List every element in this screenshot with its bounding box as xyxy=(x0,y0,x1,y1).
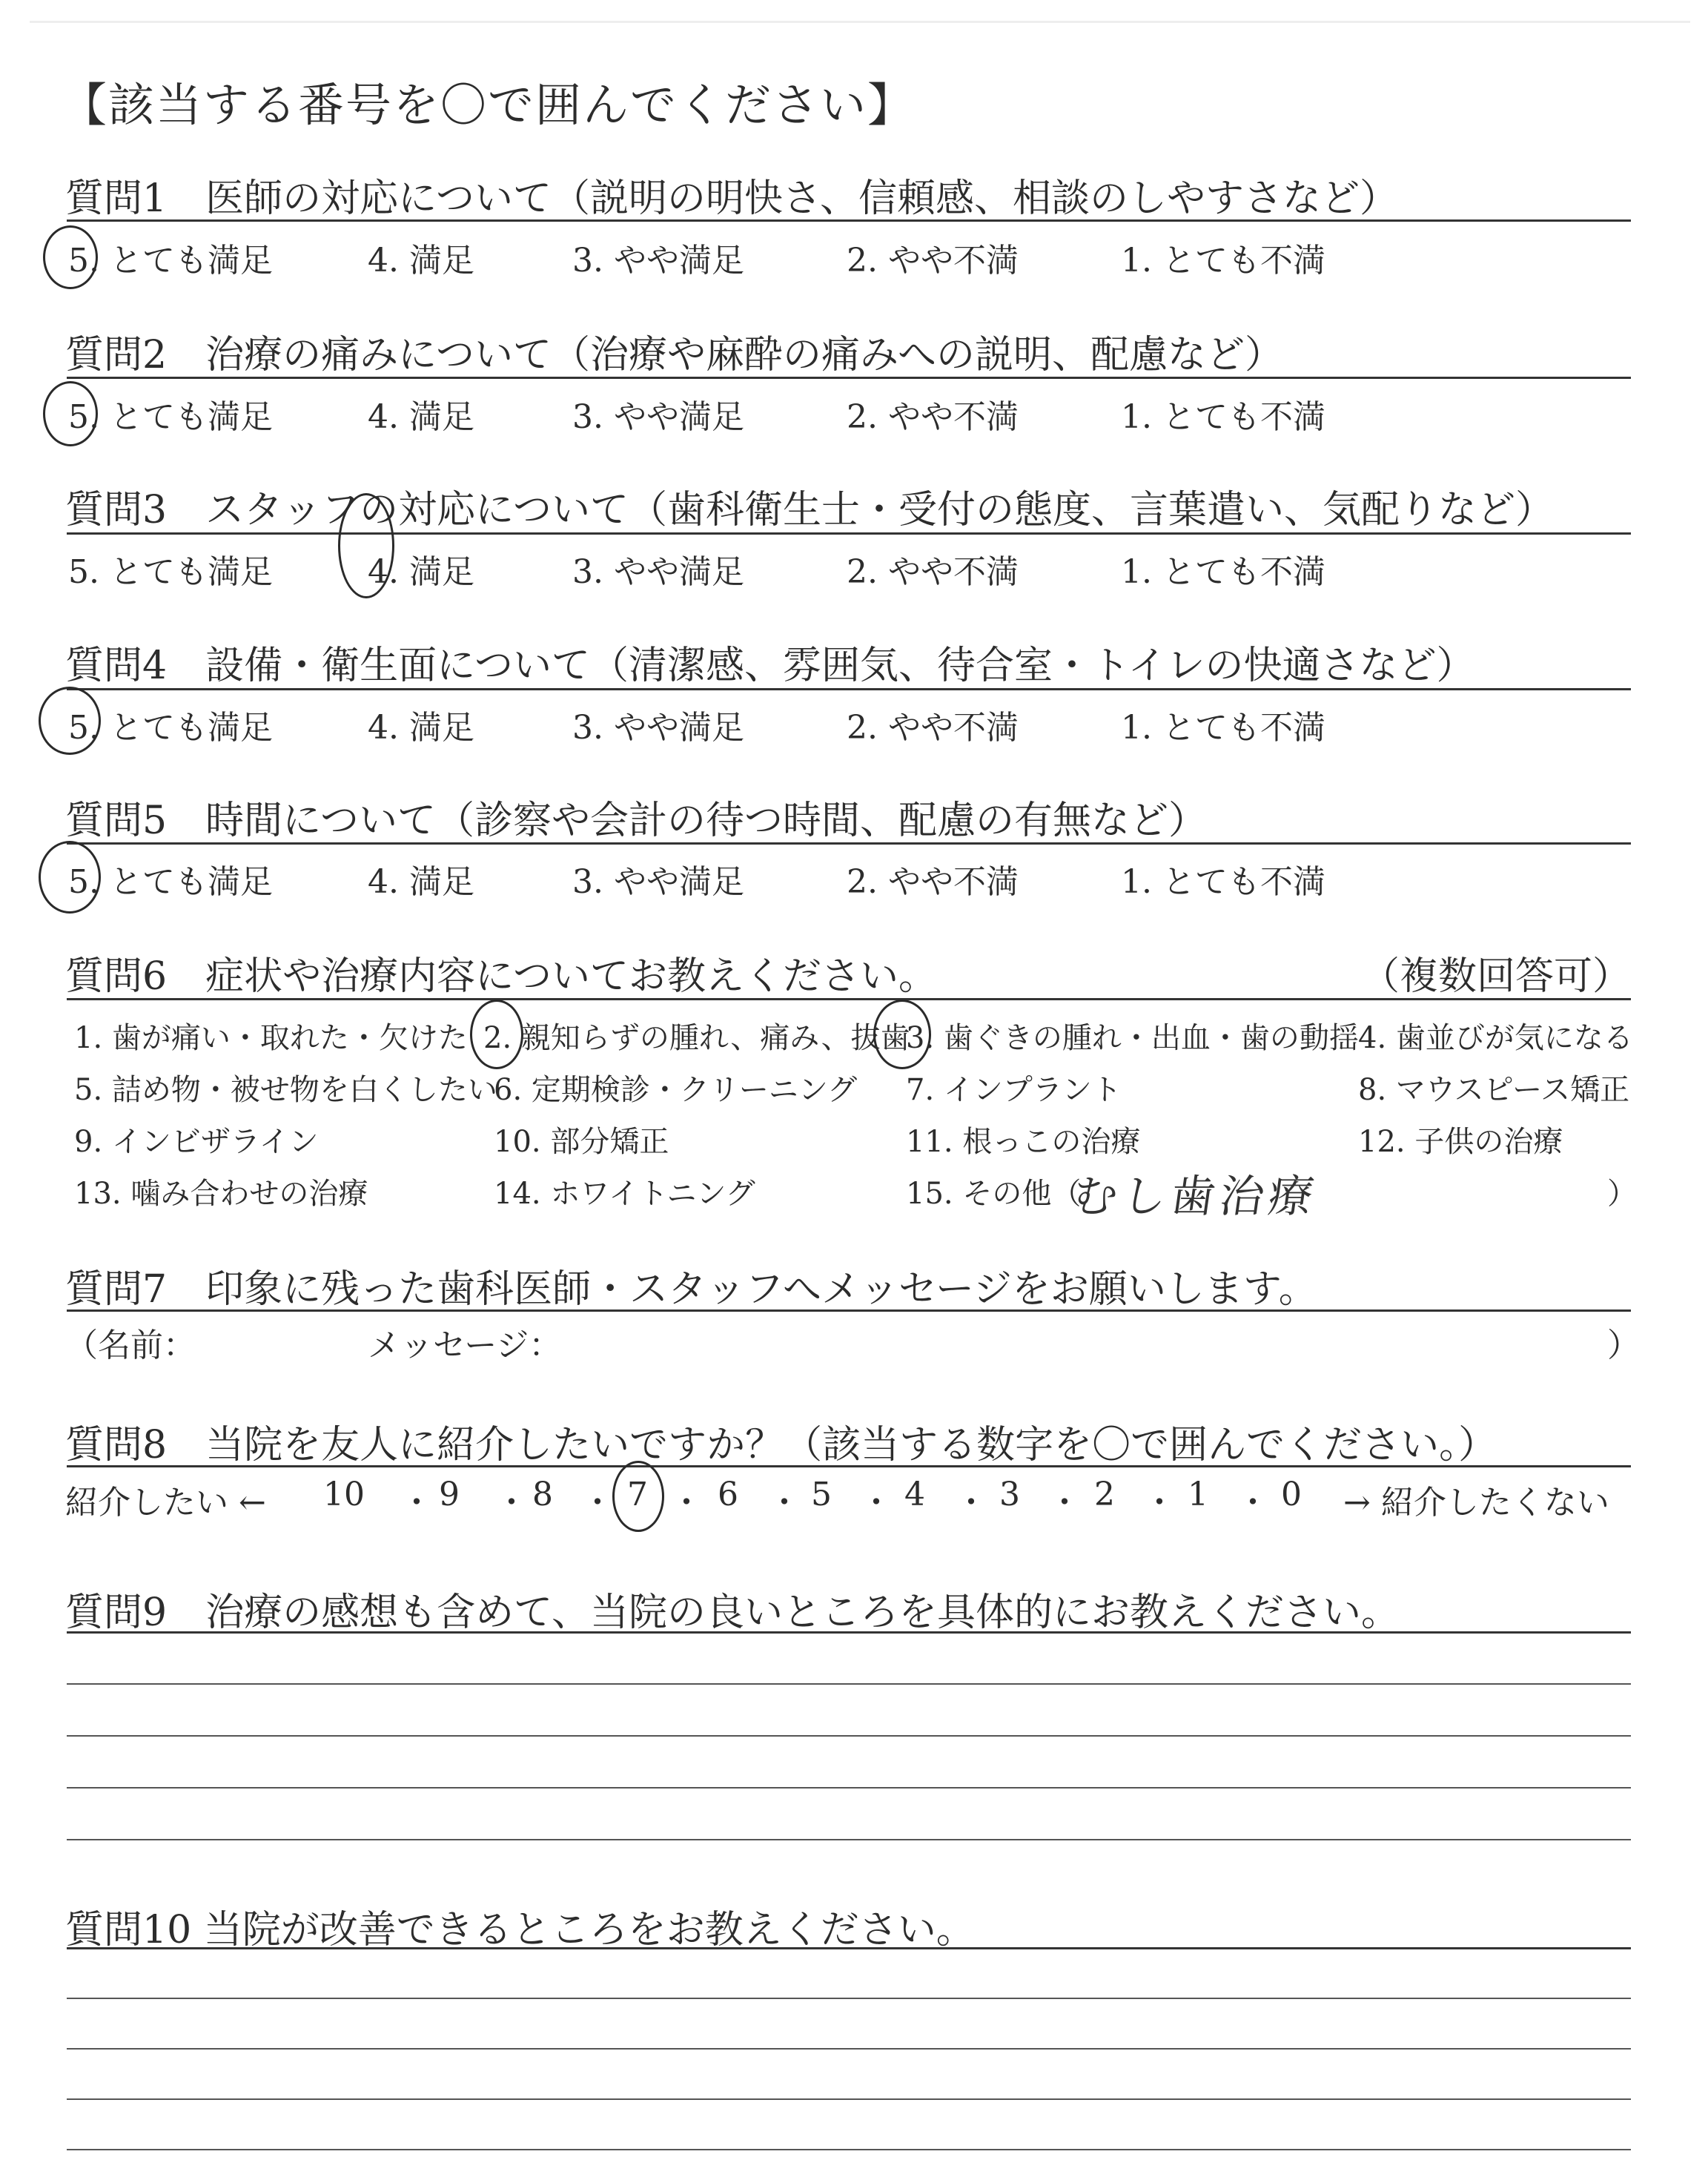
q8-scale-7[interactable]: 7 xyxy=(627,1476,648,1513)
q8-scale-3[interactable]: 3 xyxy=(999,1476,1020,1513)
q1-option-2[interactable]: 2. やや不満 xyxy=(847,242,1019,280)
q8-scale-5[interactable]: 5 xyxy=(811,1476,832,1513)
q8-scale-1[interactable]: 1 xyxy=(1188,1476,1208,1513)
q8-dot: ・ xyxy=(1237,1484,1269,1522)
q8-dot: ・ xyxy=(955,1484,987,1522)
q8-scale-10[interactable]: 10 xyxy=(323,1476,365,1513)
question-6-label: 質問6 症状や治療内容についてお教えください。 xyxy=(65,954,938,999)
q6-item-8[interactable]: 8. マウスピース矯正 xyxy=(1358,1073,1630,1107)
q4-option-5[interactable]: 5. とても満足 xyxy=(68,709,273,747)
q8-dot: ・ xyxy=(400,1484,433,1522)
question-5-rule xyxy=(67,842,1631,845)
q8-scale-2[interactable]: 2 xyxy=(1094,1476,1115,1513)
q4-option-1[interactable]: 1. とても不満 xyxy=(1121,709,1325,747)
q9-answer-line-5[interactable] xyxy=(67,1839,1631,1840)
q8-selection-circle xyxy=(612,1461,664,1532)
q7-close-paren: ） xyxy=(1607,1327,1640,1364)
q7-name-label[interactable]: （名前： xyxy=(65,1327,196,1364)
q6-other-handwritten: むし歯治療 xyxy=(1069,1171,1322,1223)
question-8-rule xyxy=(67,1465,1631,1467)
q6-item-5[interactable]: 5. 詰め物・被せ物を白くしたい xyxy=(74,1073,497,1107)
q4-option-4[interactable]: 4. 満足 xyxy=(368,709,474,747)
q1-selection-circle xyxy=(43,225,98,289)
q3-option-2[interactable]: 2. やや不満 xyxy=(847,553,1019,591)
q8-scale-0[interactable]: 0 xyxy=(1281,1476,1302,1513)
question-1-label: 質問1 医師の対応について（説明の明快さ、信頼感、相談のしやすさなど） xyxy=(65,176,1398,221)
question-7-label: 質問7 印象に残った歯科医師・スタッフへメッセージをお願いします。 xyxy=(65,1267,1317,1312)
q6-item-6[interactable]: 6. 定期検診・クリーニング xyxy=(494,1073,858,1107)
q5-option-5[interactable]: 5. とても満足 xyxy=(68,863,273,901)
q8-scale-9[interactable]: 9 xyxy=(439,1476,460,1513)
q2-option-5[interactable]: 5. とても満足 xyxy=(68,398,273,436)
q8-dot: ・ xyxy=(670,1484,703,1522)
q2-selection-circle xyxy=(43,381,98,446)
q1-option-4[interactable]: 4. 満足 xyxy=(368,242,474,280)
q10-answer-line-4[interactable] xyxy=(67,2098,1631,2100)
q8-right-label: → 紹介したくない xyxy=(1343,1484,1609,1522)
q4-option-2[interactable]: 2. やや不満 xyxy=(847,709,1019,747)
q1-option-5[interactable]: 5. とても満足 xyxy=(68,242,273,280)
q6-other-close-paren: ） xyxy=(1607,1177,1637,1211)
q3-selection-circle xyxy=(338,493,394,598)
q1-option-1[interactable]: 1. とても不満 xyxy=(1121,242,1325,280)
q5-option-2[interactable]: 2. やや不満 xyxy=(847,863,1019,901)
q8-dot: ・ xyxy=(768,1484,801,1522)
question-5-label: 質問5 時間について（診察や会計の待つ時間、配慮の有無など） xyxy=(65,799,1208,843)
q6-item-1[interactable]: 1. 歯が痛い・取れた・欠けた xyxy=(74,1021,468,1055)
q3-option-3[interactable]: 3. やや満足 xyxy=(572,553,744,591)
question-10-label: 質問10 当院が改善できるところをお教えください。 xyxy=(65,1908,975,1952)
q6-selection-circle-2 xyxy=(470,1000,523,1069)
q4-selection-circle xyxy=(39,687,101,755)
q8-dot: ・ xyxy=(581,1484,614,1522)
q8-left-label: 紹介したい ← xyxy=(65,1484,266,1522)
q6-item-10[interactable]: 10. 部分矯正 xyxy=(494,1125,669,1159)
q6-selection-circle-3 xyxy=(873,1000,931,1069)
q6-item-4[interactable]: 4. 歯並びが気になる xyxy=(1358,1021,1633,1055)
q8-dot: ・ xyxy=(495,1484,528,1522)
q6-item-3[interactable]: 3. 歯ぐきの腫れ・出血・歯の動揺 xyxy=(906,1021,1359,1055)
q6-item-11[interactable]: 11. 根っこの治療 xyxy=(906,1125,1141,1159)
q6-item-13[interactable]: 13. 噛み合わせの治療 xyxy=(74,1177,368,1211)
q4-option-3[interactable]: 3. やや満足 xyxy=(572,709,744,747)
q6-item-12[interactable]: 12. 子供の治療 xyxy=(1358,1125,1563,1159)
question-6-rule xyxy=(67,998,1631,1000)
question-4-label: 質問4 設備・衛生面について（清潔感、雰囲気、待合室・トイレの快適さなど） xyxy=(65,644,1475,688)
q3-option-1[interactable]: 1. とても不満 xyxy=(1121,553,1325,591)
q5-option-4[interactable]: 4. 満足 xyxy=(368,863,474,901)
scan-edge xyxy=(30,21,1690,23)
question-8-label: 質問8 当院を友人に紹介したいですか？（該当する数字を〇で囲んでください。） xyxy=(65,1423,1497,1467)
q6-item-14[interactable]: 14. ホワイトニング xyxy=(494,1177,755,1211)
question-3-rule xyxy=(67,532,1631,535)
q3-option-4[interactable]: 4. 満足 xyxy=(368,553,474,591)
q1-option-3[interactable]: 3. やや満足 xyxy=(572,242,744,280)
question-6-note: （複数回答可） xyxy=(1361,954,1632,999)
q9-answer-line-4[interactable] xyxy=(67,1787,1631,1789)
page-title: 【該当する番号を〇で囲んでください】 xyxy=(61,78,916,132)
question-2-label: 質問2 治療の痛みについて（治療や麻酔の痛みへの説明、配慮など） xyxy=(65,333,1284,377)
q7-message-label[interactable]: メッセージ： xyxy=(368,1327,562,1364)
question-4-rule xyxy=(67,688,1631,690)
q2-option-4[interactable]: 4. 満足 xyxy=(368,398,474,436)
q2-option-1[interactable]: 1. とても不満 xyxy=(1121,398,1325,436)
question-1-rule xyxy=(67,219,1631,222)
q8-dot: ・ xyxy=(860,1484,893,1522)
q10-answer-line-1[interactable] xyxy=(67,1947,1631,1949)
question-3-label: 質問3 スタッフの対応について（歯科衛生士・受付の態度、言葉遣い、気配りなど） xyxy=(65,488,1555,532)
q2-option-3[interactable]: 3. やや満足 xyxy=(572,398,744,436)
q6-item-2[interactable]: 2. 親知らずの腫れ、痛み、抜歯 xyxy=(483,1021,910,1055)
q8-dot: ・ xyxy=(1048,1484,1081,1522)
q6-item-15[interactable]: 15. その他（ xyxy=(906,1177,1082,1211)
q10-answer-line-2[interactable] xyxy=(67,1998,1631,1999)
q10-answer-line-3[interactable] xyxy=(67,2048,1631,2050)
q8-scale-4[interactable]: 4 xyxy=(904,1476,925,1513)
q6-item-9[interactable]: 9. インビザライン xyxy=(74,1125,319,1159)
q10-answer-line-5[interactable] xyxy=(67,2149,1631,2150)
q5-option-3[interactable]: 3. やや満足 xyxy=(572,863,744,901)
q8-scale-6[interactable]: 6 xyxy=(718,1476,738,1513)
question-9-label: 質問9 治療の感想も含めて、当院の良いところを具体的にお教えください。 xyxy=(65,1591,1400,1635)
q2-option-2[interactable]: 2. やや不満 xyxy=(847,398,1019,436)
question-2-rule xyxy=(67,377,1631,379)
q5-option-1[interactable]: 1. とても不満 xyxy=(1121,863,1325,901)
q8-scale-8[interactable]: 8 xyxy=(532,1476,553,1513)
q6-item-7[interactable]: 7. インプラント xyxy=(906,1073,1122,1107)
q9-answer-line-1[interactable] xyxy=(67,1631,1631,1634)
q9-answer-line-3[interactable] xyxy=(67,1735,1631,1737)
q5-selection-circle xyxy=(39,841,101,914)
question-7-rule xyxy=(67,1309,1631,1312)
q9-answer-line-2[interactable] xyxy=(67,1683,1631,1685)
q8-dot: ・ xyxy=(1143,1484,1176,1522)
q3-option-5[interactable]: 5. とても満足 xyxy=(68,553,273,591)
